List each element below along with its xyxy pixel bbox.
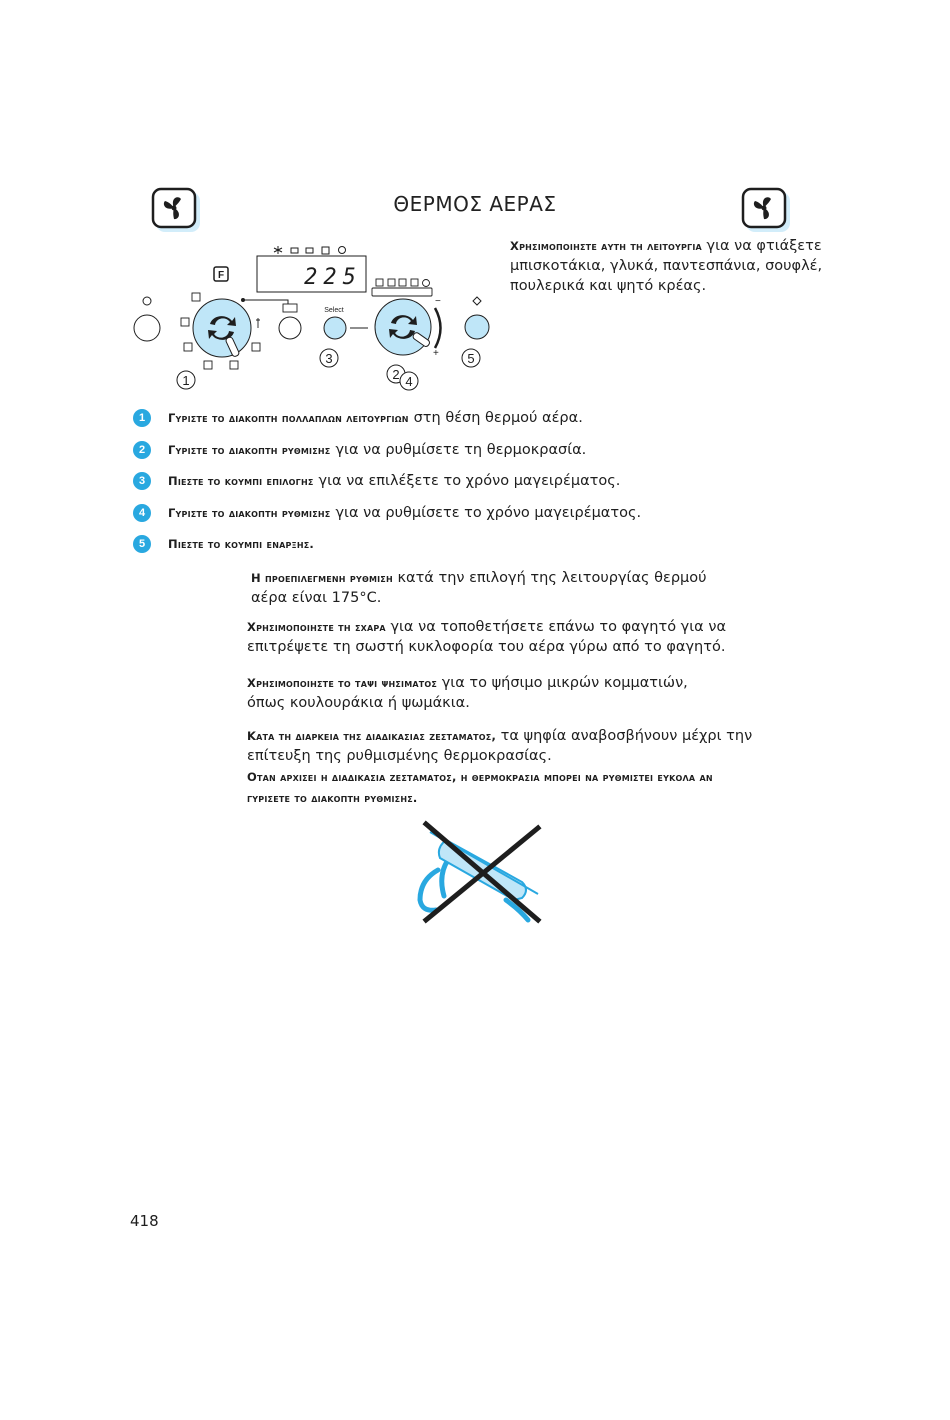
note-rack: [247, 617, 777, 657]
note-lead: Κατα τη διαρκεια τησ διαδικασιασ ζεσταματοσ,: [247, 729, 497, 743]
note-text: για να τοποθετήσετε επάνω το φαγητό για να επιτρέψετε τη σωστή κυκλοφορία του αέρα γύρω από το φαγητό.: [247, 619, 726, 655]
step-text: για να ρυθμίσετε τη θερμοκρασία.: [335, 442, 587, 458]
select-button: [324, 317, 346, 339]
step-2: [133, 439, 833, 461]
step-lead: Γυριστε το διακοπτη ρυθμισησ: [168, 506, 331, 520]
adjust-knob: [375, 299, 431, 355]
note-preheat: [247, 726, 777, 766]
note-text: κατά την επιλογή της λειτουργίας θερμού αέρα είναι 175°C.: [251, 570, 707, 606]
step-number: 4: [133, 504, 151, 522]
step-3: [133, 470, 833, 492]
step-lead: Πιεστε το κουμπι εναρξησ.: [168, 537, 314, 551]
note-lead: Οταν αρχισει η διαδικασια ζεσταματοσ, η θερμοκρασια μπορει να ρυθμιστει ευκολα αν γυρισετε το διακοπτη ρυθμισησ.: [247, 770, 713, 805]
step-5: [133, 533, 833, 555]
intro-text: για να φτιάξετε μπισκοτάκια, γλυκά, παντεσπάνια, σουφλέ, πουλερικά και ψητό κρέας.: [510, 238, 823, 294]
select-label: Select: [324, 307, 344, 314]
step-number: 3: [133, 472, 151, 490]
note-lead: Χρησιμοποιηστε τη σχαρα: [247, 620, 386, 634]
step-number: 1: [133, 409, 151, 427]
callout-5: 5: [467, 351, 475, 366]
function-badge: F: [217, 270, 225, 281]
intro-lead: Χρησιμοποιηστε αυτη τη λειτουργια: [510, 239, 702, 253]
step-4: [133, 502, 833, 524]
note-lead: Η προεπιλεγμενη ρυθμιση: [251, 571, 393, 585]
control-panel-diagram: [128, 238, 500, 398]
display-digits: 225: [304, 265, 362, 290]
note-baking-tray: [247, 673, 727, 713]
page-number: 418: [130, 1212, 159, 1230]
fan-oven-icon-right: [740, 186, 792, 234]
fan-oven-icon-left: [150, 186, 202, 234]
display-mode-icons: [274, 246, 346, 254]
note-adjust-during-preheat: [247, 767, 747, 809]
step-text: για να ρυθμίσετε το χρόνο μαγειρέματος.: [335, 505, 642, 521]
multifunction-knob: [193, 299, 251, 357]
light-button: [134, 315, 160, 341]
note-lead: Χρησιμοποιηστε το ταψι ψησιματοσ: [247, 676, 438, 690]
minus-label: −: [435, 296, 441, 307]
step-number: 2: [133, 441, 151, 459]
note-default-setting: [251, 568, 721, 608]
callout-4: 4: [405, 374, 413, 389]
step-lead: Γυριστε το διακοπτη ρυθμισησ: [168, 443, 331, 457]
step-number: 5: [133, 535, 151, 553]
page-title: ΘΕΡΜΟΣ ΑΕΡΑΣ: [393, 192, 557, 216]
callout-1: 1: [182, 373, 190, 388]
note-text: τα ψηφία αναβοσβήνουν μέχρι την επίτευξη της ρυθμισμένης θερμοκρασίας.: [247, 728, 753, 764]
step-text: στη θέση θερμού αέρα.: [413, 410, 583, 426]
callout-3: 3: [325, 351, 333, 366]
step-text: για να επιλέξετε το χρόνο μαγειρέματος.: [318, 473, 621, 489]
step-lead: Γυριστε το διακοπτη πολλαπλων λειτουργιων: [168, 411, 409, 425]
no-spit-illustration: [410, 820, 546, 924]
step-lead: Πιεστε το κουμπι επιλογησ: [168, 474, 314, 488]
intro-paragraph: [510, 236, 830, 296]
middle-button: [279, 317, 301, 339]
start-button: [465, 315, 489, 339]
step-1: [133, 407, 833, 429]
note-text: για το ψήσιμο μικρών κομματιών, όπως κουλουράκια ή ψωμάκια.: [247, 675, 688, 711]
callout-2: 2: [392, 367, 400, 382]
plus-label: +: [433, 348, 439, 359]
